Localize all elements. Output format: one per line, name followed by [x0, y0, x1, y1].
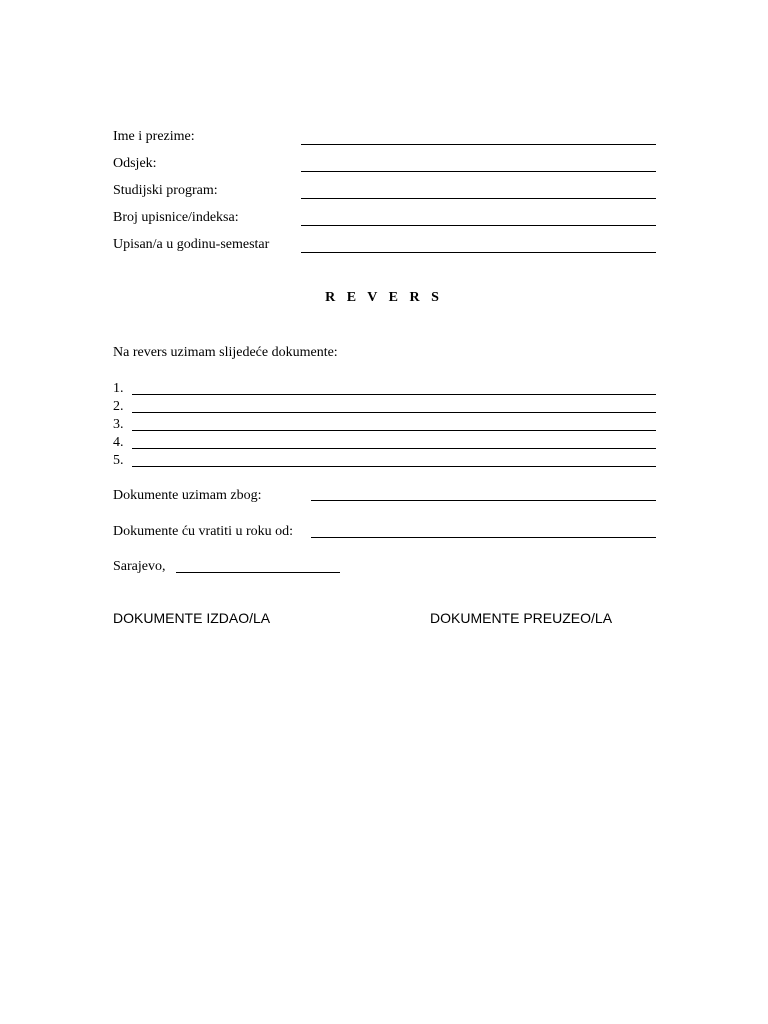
index-number-field-line[interactable]	[301, 225, 656, 226]
reason-label: Dokumente uzimam zbog:	[113, 488, 262, 503]
document-item-line[interactable]	[132, 448, 656, 449]
document-item-number: 1.	[113, 381, 124, 396]
document-item-line[interactable]	[132, 430, 656, 431]
enrolled-year-field-line[interactable]	[301, 252, 656, 253]
reason-field-line[interactable]	[311, 500, 656, 501]
document-item-number: 3.	[113, 417, 124, 432]
enrolled-year-label: Upisan/a u godinu-semestar	[113, 237, 270, 252]
department-label: Odsjek:	[113, 156, 157, 171]
document-item-line[interactable]	[132, 412, 656, 413]
study-program-label: Studijski program:	[113, 183, 218, 198]
document-item-line[interactable]	[132, 394, 656, 395]
document-title: R E V E R S	[325, 290, 443, 305]
return-field-line[interactable]	[311, 537, 656, 538]
name-label: Ime i prezime:	[113, 129, 195, 144]
issued-by-label: DOKUMENTE IZDAO/LA	[113, 610, 271, 626]
document-item-number: 4.	[113, 435, 124, 450]
received-by-label: DOKUMENTE PREUZEO/LA	[430, 610, 613, 626]
name-field-line[interactable]	[301, 144, 656, 145]
return-label: Dokumente ću vratiti u roku od:	[113, 524, 294, 539]
department-field-line[interactable]	[301, 171, 656, 172]
document-item-line[interactable]	[132, 466, 656, 467]
document-item-number: 5.	[113, 453, 124, 468]
date-field-line[interactable]	[176, 572, 340, 573]
document-item-number: 2.	[113, 399, 124, 414]
index-number-label: Broj upisnice/indeksa:	[113, 210, 239, 225]
intro-text: Na revers uzimam slijedeće dokumente:	[113, 345, 338, 360]
place-label: Sarajevo,	[113, 559, 166, 574]
study-program-field-line[interactable]	[301, 198, 656, 199]
